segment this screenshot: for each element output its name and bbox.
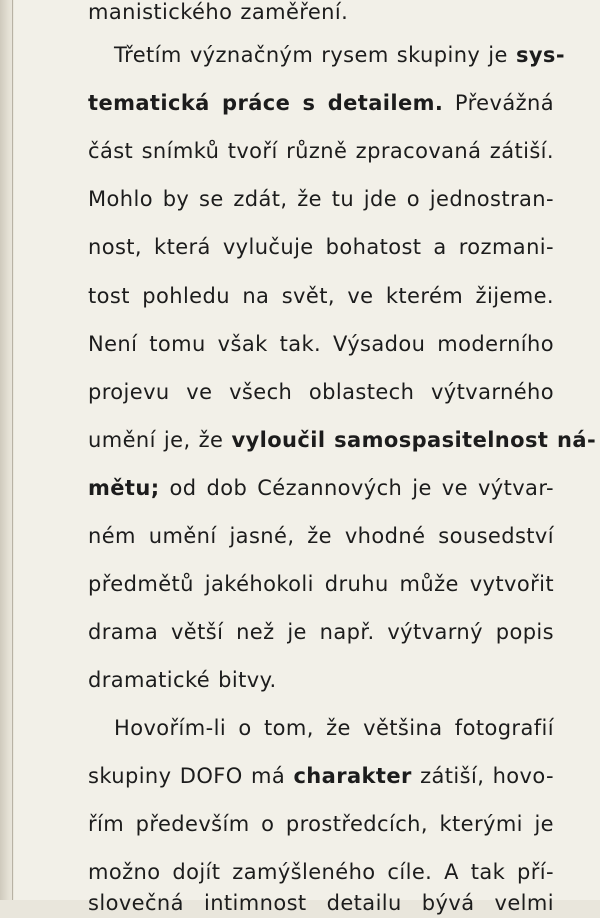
text-line <box>88 136 554 166</box>
text-segment: možno dojít zamýšleného cíle. A tak pří- <box>88 860 554 884</box>
text-line <box>88 329 554 359</box>
text-segment: od dob Cézannových je ve výtvar- <box>159 476 554 500</box>
bold-text: mětu; <box>88 476 160 500</box>
text-line <box>88 0 554 27</box>
text-line <box>88 88 554 118</box>
text-segment: drama větší než je např. výtvarný popis <box>88 620 554 644</box>
bold-text: sys- <box>515 43 565 67</box>
text-line <box>88 521 554 551</box>
text-line <box>88 809 554 839</box>
text-segment: projevu ve všech oblastech výtvarného <box>88 380 554 404</box>
text-segment: Třetím význačným rysem skupiny je <box>114 43 516 67</box>
text-segment: Převážná <box>443 91 554 115</box>
page-fold-line <box>12 0 13 900</box>
text-line <box>88 569 554 599</box>
text-line <box>88 40 565 70</box>
bold-text: vyloučil samospasitelnost ná- <box>231 428 597 452</box>
bold-text: tematická práce s detailem. <box>88 91 444 115</box>
text-segment: řím především o prostředcích, kterými je <box>88 812 554 836</box>
text-segment: předmětů jakéhokoli druhu může vytvořit <box>88 572 554 596</box>
text-segment: zátiší, hovo- <box>411 764 555 788</box>
text-line <box>88 857 554 887</box>
text-segment: Není tomu však tak. Výsadou moderního <box>88 332 554 356</box>
text-segment: tost pohledu na svět, ve kterém žijeme. <box>88 284 554 308</box>
text-segment: nost, která vylučuje bohatost a rozmani- <box>88 235 554 259</box>
text-line <box>88 473 554 503</box>
text-segment: dramatické bitvy. <box>88 668 277 692</box>
text-segment: umění je, že <box>88 428 232 452</box>
text-line <box>88 377 554 407</box>
text-segment: manistického zaměření. <box>88 0 349 24</box>
text-segment: ném umění jasné, že vhodné sousedství <box>88 524 554 548</box>
book-page <box>14 0 600 915</box>
text-segment: část snímků tvoří různě zpracovaná zátiší. <box>88 139 554 163</box>
text-segment: Hovořím-li o tom, že většina fotografií <box>114 716 554 740</box>
text-segment: slovečná intimnost detailu bývá velmi <box>88 891 554 915</box>
bold-text: charakter <box>293 764 412 788</box>
text-line <box>88 184 554 214</box>
text-line <box>88 281 554 311</box>
text-line <box>88 232 554 262</box>
text-line <box>88 713 554 743</box>
text-line <box>88 617 554 647</box>
text-line <box>88 665 554 695</box>
text-line <box>88 425 597 455</box>
text-line <box>88 761 554 791</box>
text-line <box>88 888 554 918</box>
text-segment: skupiny DOFO má <box>88 764 294 788</box>
text-segment: Mohlo by se zdát, že tu jde o jednostran- <box>88 187 554 211</box>
